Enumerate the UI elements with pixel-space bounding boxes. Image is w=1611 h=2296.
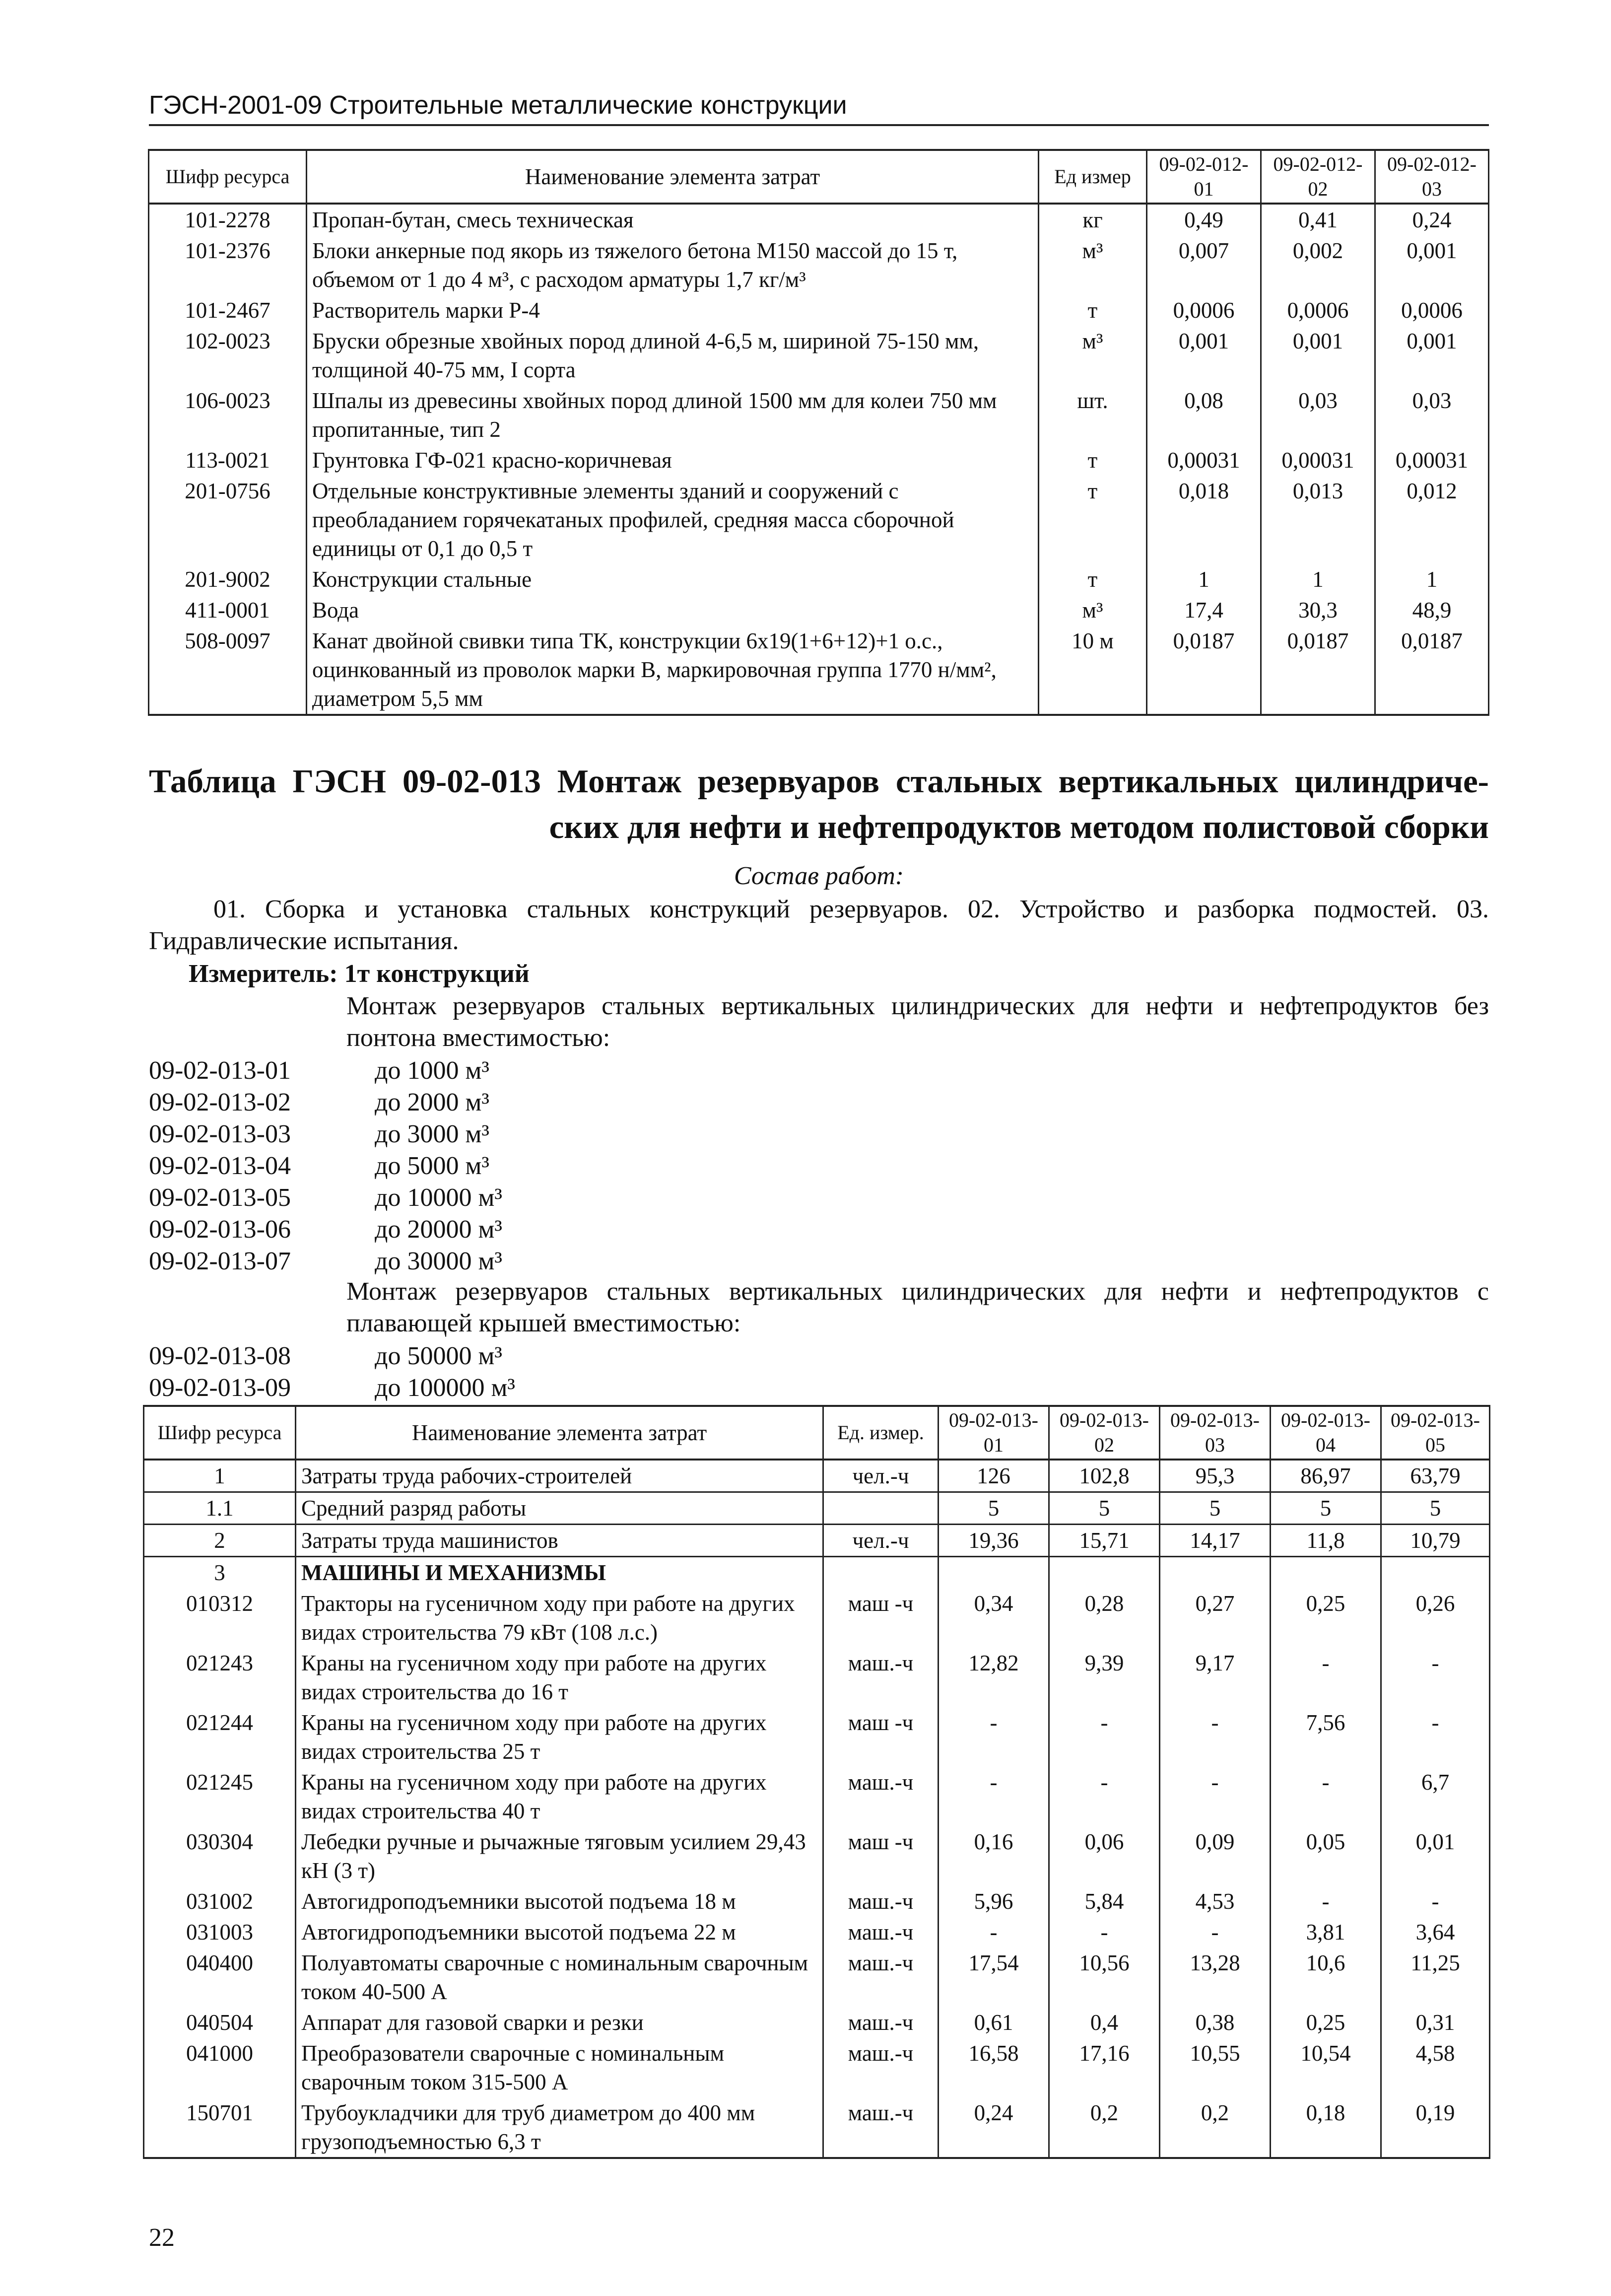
table-cell: 0,0187 [1261,626,1375,715]
column-header: 09-02-013-03 [1160,1406,1271,1460]
table-cell: маш -ч [823,1588,939,1648]
table-cell: 0,01 [1381,1826,1490,1886]
table-cell [823,1492,939,1525]
table-cell: 4,53 [1160,1886,1271,1917]
table-cell: 17,16 [1049,2038,1160,2097]
table-cell: 16,58 [939,2038,1049,2097]
table-cell: 10,55 [1160,2038,1271,2097]
page-number: 22 [149,2224,175,2252]
column-header: Ед измер [1039,150,1147,204]
table-cell [1160,1557,1271,1589]
code-row [149,1118,502,1150]
table-cell: 4,58 [1381,2038,1490,2097]
table-cell: 0,06 [1049,1826,1160,1886]
table-cell: 11,8 [1271,1525,1381,1557]
table-row [149,235,1489,295]
table-cell: - [1160,1917,1271,1948]
table-cell: 0,001 [1375,326,1489,385]
table-cell: - [1271,1767,1381,1826]
table-cell: 0,05 [1271,1826,1381,1886]
code-number: 09-02-013-07 [149,1247,291,1275]
table-cell: 5 [1381,1492,1490,1525]
table-cell: - [1049,1707,1160,1767]
table-cell: Блоки анкерные под якорь из тяжелого бетона М150 массой до 15 т, объемом от 1 до 4 м³, с расходом арматуры 1,7 кг/м³ [307,235,1039,295]
table-row [149,476,1489,564]
table-cell: 0,18 [1271,2097,1381,2158]
table-cell: 021245 [144,1767,296,1826]
table-cell: 2 [144,1525,296,1557]
table-cell: 48,9 [1375,595,1489,626]
table-cell: 0,09 [1160,1826,1271,1886]
table-cell: Аппарат для газовой сварки и резки [296,2007,823,2038]
code-description: до 30000 м³ [375,1247,502,1275]
table-cell: 0,001 [1375,235,1489,295]
table-cell: 0,49 [1147,204,1261,235]
table-cell: 0,0187 [1147,626,1261,715]
table-header-row [149,150,1489,204]
table-cell: 106-0023 [149,385,307,445]
table-row [144,1707,1490,1767]
code-row [149,1372,515,1404]
table-cell: 411-0001 [149,595,307,626]
table-row [144,2097,1490,2158]
table-cell: 031003 [144,1917,296,1948]
code-number: 09-02-013-09 [149,1374,291,1402]
code-row [149,1246,502,1277]
table-cell: 5 [1271,1492,1381,1525]
table-cell: Краны на гусеничном ходу при работе на других видах строительства 40 т [296,1767,823,1826]
table-cell: 040400 [144,1948,296,2007]
resource-table-013 [143,1405,1490,2159]
table-cell: 0,4 [1049,2007,1160,2038]
table-cell: 3,64 [1381,1917,1490,1948]
table-cell: 0,001 [1261,326,1375,385]
table-cell: 021243 [144,1648,296,1707]
table-cell: маш -ч [823,1826,939,1886]
code-row [149,1214,502,1246]
table-cell: 17,54 [939,1948,1049,2007]
table-cell: 1 [1375,564,1489,595]
code-description: до 5000 м³ [375,1152,489,1180]
column-header: 09-02-012-01 [1147,150,1261,204]
page-header: ГЭСН-2001-09 Строительные металлические конструкции [149,90,1489,126]
table-cell: м³ [1039,595,1147,626]
code-description: до 50000 м³ [375,1342,502,1370]
table-cell: 0,0006 [1147,295,1261,326]
table-row [144,1588,1490,1648]
measure-line [189,958,1489,990]
table-cell: 0,001 [1147,326,1261,385]
table-cell [1049,1557,1160,1589]
table-cell: Бруски обрезные хвойных пород длиной 4-6,5 м, шириной 75-150 мм, толщиной 40-75 мм, I сорта [307,326,1039,385]
table-cell: - [1049,1767,1160,1826]
table-cell: 102-0023 [149,326,307,385]
code-description: до 100000 м³ [375,1374,515,1402]
column-header: 09-02-012-03 [1375,150,1489,204]
table-cell: т [1039,564,1147,595]
table-cell: 3,81 [1271,1917,1381,1948]
table-cell: 0,25 [1271,2007,1381,2038]
table-row [144,1948,1490,2007]
section-title: Таблица ГЭСН 09-02-013 Монтаж резервуаров стальных вертикальных цилиндриче- ских для нефти и нефтепродуктов методом полистовой сборки [149,763,1489,845]
table-cell: 0,28 [1049,1588,1160,1648]
table-cell: 0,61 [939,2007,1049,2038]
table-cell: 3 [144,1557,296,1589]
composition-text: 01. Сборка и установка стальных конструкций резервуаров. 02. Устройство и разборка подмостей. 03. Гидравлические испытания. [149,895,1489,955]
code-number: 09-02-013-08 [149,1342,291,1370]
code-description: до 20000 м³ [375,1215,502,1244]
table-row [144,1557,1490,1589]
table-cell: 5,96 [939,1886,1049,1917]
table-cell: - [1381,1648,1490,1707]
code-description: до 1000 м³ [375,1056,489,1085]
column-header: 09-02-013-01 [939,1406,1049,1460]
code-row [149,1182,502,1214]
group2-intro: Монтаж резервуаров стальных вертикальных цилиндрических для нефти и нефтепродуктов с плавающей крышей вместимостью: [346,1277,1489,1337]
table-row [144,1525,1490,1557]
table-cell: МАШИНЫ И МЕХАНИЗМЫ [296,1557,823,1589]
table-cell: 1 [144,1460,296,1492]
column-header: 09-02-012-02 [1261,150,1375,204]
table-cell: маш -ч [823,1707,939,1767]
table-cell: Автогидроподъемники высотой подъема 18 м [296,1886,823,1917]
table-cell: 0,0187 [1375,626,1489,715]
table-row [149,295,1489,326]
table-cell: т [1039,445,1147,476]
table-cell: 10,56 [1049,1948,1160,2007]
table-row [149,204,1489,235]
table-cell: 0,41 [1261,204,1375,235]
table-cell: Затраты труда машинистов [296,1525,823,1557]
table-cell: 030304 [144,1826,296,1886]
table-cell: 0,27 [1160,1588,1271,1648]
table-cell: - [939,1917,1049,1948]
table-cell: 5 [1049,1492,1160,1525]
table-cell: Краны на гусеничном ходу при работе на других видах строительства до 16 т [296,1648,823,1707]
table-cell: 0,0006 [1261,295,1375,326]
table-cell: 0,00031 [1261,445,1375,476]
table-cell: 9,39 [1049,1648,1160,1707]
table-cell [1381,1557,1490,1589]
table-cell: маш.-ч [823,1886,939,1917]
table-cell: м³ [1039,235,1147,295]
table-cell: - [1271,1648,1381,1707]
table-cell: 0,03 [1261,385,1375,445]
column-header: Наименование элемента затрат [296,1406,823,1460]
code-number: 09-02-013-06 [149,1215,291,1244]
table-cell: 0,018 [1147,476,1261,564]
table-row [149,445,1489,476]
table-cell: маш.-ч [823,1648,939,1707]
table-cell: Средний разряд работы [296,1492,823,1525]
table-cell: 0,0006 [1375,295,1489,326]
table-cell: 12,82 [939,1648,1049,1707]
table-cell: 95,3 [1160,1460,1271,1492]
table-cell: маш.-ч [823,2007,939,2038]
table-cell [823,1557,939,1589]
column-header: 09-02-013-05 [1381,1406,1490,1460]
table-cell: 10 м [1039,626,1147,715]
code-number: 09-02-013-02 [149,1088,291,1116]
code-number: 09-02-013-05 [149,1183,291,1212]
code-number: 09-02-013-03 [149,1120,291,1148]
table-cell: 113-0021 [149,445,307,476]
table-cell: маш.-ч [823,1948,939,2007]
table-cell: 150701 [144,2097,296,2158]
table-cell: 1 [1147,564,1261,595]
table-row [149,595,1489,626]
table-cell: Растворитель марки Р-4 [307,295,1039,326]
table-cell: 11,25 [1381,1948,1490,2007]
column-header: Шифр ресурса [149,150,307,204]
table-row [149,326,1489,385]
table-cell: Шпалы из древесины хвойных пород длиной 1500 мм для колеи 750 мм пропитанные, тип 2 [307,385,1039,445]
table-cell: - [939,1707,1049,1767]
table-cell: 0,03 [1375,385,1489,445]
table-cell: 102,8 [1049,1460,1160,1492]
table-cell: - [1381,1886,1490,1917]
table-row [144,1917,1490,1948]
table-cell: маш.-ч [823,1767,939,1826]
column-header: 09-02-013-04 [1271,1406,1381,1460]
table-cell: 15,71 [1049,1525,1160,1557]
table-cell: - [1271,1886,1381,1917]
column-header: 09-02-013-02 [1049,1406,1160,1460]
table-cell: 9,17 [1160,1648,1271,1707]
table-cell: Пропан-бутан, смесь техническая [307,204,1039,235]
table-cell: 031002 [144,1886,296,1917]
measure-value: 1т конструкций [344,960,530,988]
code-row [149,1087,502,1118]
table-cell: - [939,1767,1049,1826]
table-cell: Трубоукладчики для труб диаметром до 400 мм грузоподъемностью 6,3 т [296,2097,823,2158]
table-cell: Затраты труда рабочих-строителей [296,1460,823,1492]
code-number: 09-02-013-01 [149,1056,291,1085]
group1-intro: Монтаж резервуаров стальных вертикальных цилиндрических для нефти и нефтепродуктов без понтона вместимостью: [346,992,1489,1052]
table-cell: - [1381,1707,1490,1767]
table-cell: 0,31 [1381,2007,1490,2038]
table-cell: 010312 [144,1588,296,1648]
table-cell: 0,013 [1261,476,1375,564]
code-row [149,1150,502,1182]
code-description: до 3000 м³ [375,1120,489,1148]
code-number: 09-02-013-04 [149,1152,291,1180]
column-header: Наименование элемента затрат [307,150,1039,204]
table-cell: 0,34 [939,1588,1049,1648]
table-cell: 041000 [144,2038,296,2097]
table-cell: 0,26 [1381,1588,1490,1648]
table-cell: чел.-ч [823,1525,939,1557]
table-cell: 0,16 [939,1826,1049,1886]
table-cell: 10,79 [1381,1525,1490,1557]
code-row [149,1340,515,1372]
table-cell: 101-2278 [149,204,307,235]
table-cell: Канат двойной свивки типа ТК, конструкции 6х19(1+6+12)+1 о.с., оцинкованный из проволок марки В, маркировочная группа 1770 н/мм², диаметром 5,5 мм [307,626,1039,715]
table-cell: 30,3 [1261,595,1375,626]
table-cell: 201-0756 [149,476,307,564]
table-cell: - [1160,1707,1271,1767]
table-cell: Отдельные конструктивные элементы зданий и сооружений с преобладанием горячекатаных профилей, средняя масса сборочной единицы от 0,1 до 0,5 т [307,476,1039,564]
table-cell: 1 [1261,564,1375,595]
table-cell: кг [1039,204,1147,235]
table-cell: Конструкции стальные [307,564,1039,595]
table-cell: 5,84 [1049,1886,1160,1917]
table-cell: Преобразователи сварочные с номинальным сварочным током 315-500 А [296,2038,823,2097]
table-cell: Тракторы на гусеничном ходу при работе на других видах строительства 79 кВт (108 л.с.) [296,1588,823,1648]
table-cell: 0,007 [1147,235,1261,295]
table-cell [1271,1557,1381,1589]
table-cell: 126 [939,1460,1049,1492]
column-header: Шифр ресурса [144,1406,296,1460]
table-row [144,1886,1490,1917]
table-cell: 5 [939,1492,1049,1525]
table-cell: 101-2376 [149,235,307,295]
table-cell: маш.-ч [823,1917,939,1948]
table-cell: т [1039,295,1147,326]
table-cell: 0,002 [1261,235,1375,295]
table-cell: 1.1 [144,1492,296,1525]
table-row [149,385,1489,445]
table-cell: 86,97 [1271,1460,1381,1492]
table-cell: 0,38 [1160,2007,1271,2038]
group1-codes [149,1055,502,1277]
table-cell: 0,00031 [1147,445,1261,476]
table-cell: 0,2 [1049,2097,1160,2158]
code-description: до 10000 м³ [375,1183,502,1212]
table-cell: маш.-ч [823,2038,939,2097]
table-cell: 0,19 [1381,2097,1490,2158]
table-cell: 0,25 [1271,1588,1381,1648]
table-cell: 19,36 [939,1525,1049,1557]
table-cell [939,1557,1049,1589]
table-cell: чел.-ч [823,1460,939,1492]
table-cell: 0,012 [1375,476,1489,564]
measure-label: Измеритель: [189,960,338,988]
table-row [144,2038,1490,2097]
table-cell: 0,24 [1375,204,1489,235]
table-cell: м³ [1039,326,1147,385]
table-row [144,2007,1490,2038]
code-row [149,1055,502,1087]
table-cell: 63,79 [1381,1460,1490,1492]
table-cell: Автогидроподъемники высотой подъема 22 м [296,1917,823,1948]
table-cell: Полуавтоматы сварочные с номинальным сварочным током 40-500 А [296,1948,823,2007]
table-row [144,1767,1490,1826]
table-cell: т [1039,476,1147,564]
table-cell: 10,54 [1271,2038,1381,2097]
table-cell: - [1049,1917,1160,1948]
table-header-row [144,1406,1490,1460]
table-cell: 10,6 [1271,1948,1381,2007]
table-cell: Вода [307,595,1039,626]
table-cell: шт. [1039,385,1147,445]
table-cell: 17,4 [1147,595,1261,626]
table-cell: 101-2467 [149,295,307,326]
table-cell: 14,17 [1160,1525,1271,1557]
table-cell: Краны на гусеничном ходу при работе на других видах строительства 25 т [296,1707,823,1767]
table-cell: Грунтовка ГФ-021 красно-коричневая [307,445,1039,476]
table-cell: 13,28 [1160,1948,1271,2007]
table-cell: 021244 [144,1707,296,1767]
table-row [144,1826,1490,1886]
table-row [144,1492,1490,1525]
table-cell: Лебедки ручные и рычажные тяговым усилием 29,43 кН (3 т) [296,1826,823,1886]
column-header: Ед. измер. [823,1406,939,1460]
table-cell: 6,7 [1381,1767,1490,1826]
table-row [144,1648,1490,1707]
table-cell: 7,56 [1271,1707,1381,1767]
table-cell: 0,24 [939,2097,1049,2158]
composition-label: Состав работ: [734,862,904,890]
group2-codes [149,1340,515,1404]
table-cell: - [1160,1767,1271,1826]
table-cell: 201-9002 [149,564,307,595]
table-row [144,1460,1490,1492]
table-cell: 040504 [144,2007,296,2038]
table-cell: 0,2 [1160,2097,1271,2158]
table-cell: 0,00031 [1375,445,1489,476]
table-cell: 508-0097 [149,626,307,715]
resource-table-012 [148,149,1489,716]
table-row [149,564,1489,595]
code-description: до 2000 м³ [375,1088,489,1116]
table-cell: 0,08 [1147,385,1261,445]
table-cell: маш.-ч [823,2097,939,2158]
table-cell: 5 [1160,1492,1271,1525]
table-row [149,626,1489,715]
